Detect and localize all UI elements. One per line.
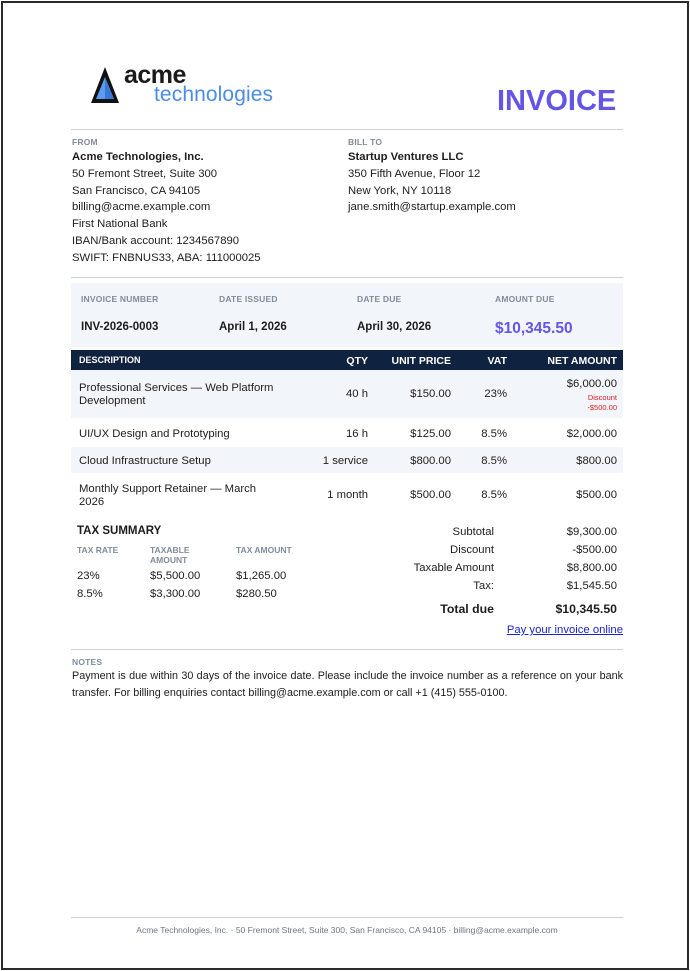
from-line: SWIFT: FNBNUS33, ABA: 111000025 [72, 251, 261, 264]
item-qty: 16 h [346, 428, 368, 440]
logo-wordmark-acme: acme [124, 61, 186, 89]
col-unit-price: UNIT PRICE [391, 355, 451, 367]
triangle-logo-icon [89, 65, 121, 105]
bill-to-email: jane.smith@startup.example.com [348, 201, 516, 214]
from-block [72, 149, 261, 267]
divider [71, 129, 623, 130]
from-email: billing@acme.example.com [72, 201, 211, 214]
item-unit-price: $150.00 [410, 388, 451, 400]
pay-online-link[interactable]: Pay your invoice online [506, 624, 623, 636]
divider [71, 649, 623, 650]
item-vat: 23% [484, 388, 507, 400]
discount-value: -$500.00 [572, 544, 617, 556]
item-qty: 40 h [346, 388, 368, 400]
item-description-line: Development [79, 395, 146, 407]
invoice-page [1, 1, 689, 970]
item-discount-value: -$500.00 [587, 403, 617, 412]
total-due-value: $10,345.50 [555, 602, 617, 616]
amount-due-label: AMOUNT DUE [495, 294, 555, 304]
invoice-meta-band [71, 283, 623, 347]
table-row [71, 447, 623, 473]
footer-text: Acme Technologies, Inc. · 50 Fremont Street, Suite 300, San Francisco, CA 94105 · billing@acme.example.com [136, 925, 558, 935]
bill-to-name: Startup Ventures LLC [348, 151, 464, 163]
subtotal-value: $9,300.00 [566, 526, 617, 538]
from-line: San Francisco, CA 94105 [72, 184, 201, 197]
table-row [71, 473, 623, 517]
tax-value: $1,545.50 [566, 580, 617, 592]
tax-amount-header: TAX AMOUNT [236, 545, 292, 555]
item-unit-price: $500.00 [410, 489, 451, 501]
bill-to-line: New York, NY 10118 [348, 184, 452, 197]
tax-rate-header: TAX RATE [77, 545, 119, 555]
taxable-amount-header [150, 545, 190, 565]
date-due: April 30, 2026 [357, 321, 432, 333]
col-description: DESCRIPTION [79, 355, 141, 365]
item-description-line: Monthly Support Retainer — March [79, 483, 257, 495]
from-label: FROM [72, 137, 98, 147]
table-row [71, 370, 623, 418]
bill-to-block [348, 149, 516, 216]
col-vat: VAT [487, 355, 507, 367]
footer-divider [71, 917, 623, 918]
taxable-amount: $3,300.00 [150, 588, 201, 600]
col-qty: QTY [346, 355, 368, 367]
date-issued-label: DATE ISSUED [219, 294, 278, 304]
tax-label: Tax: [473, 580, 494, 592]
line-items-header [71, 350, 623, 370]
divider [71, 277, 623, 278]
item-description: UI/UX Design and Prototyping [79, 428, 230, 440]
tax-amount: $1,265.00 [236, 570, 287, 582]
tax-amount: $280.50 [236, 588, 277, 600]
item-net-amount: $500.00 [576, 489, 617, 501]
item-net-amount: $800.00 [576, 455, 617, 467]
tax-summary-title: TAX SUMMARY [77, 525, 162, 537]
subtotal-label: Subtotal [452, 526, 494, 538]
item-description: Cloud Infrastructure Setup [79, 455, 211, 467]
item-description-line: Professional Services — Web Platform [79, 382, 274, 394]
taxable-amount-header-line: TAXABLE [150, 545, 190, 555]
document-title: INVOICE [497, 85, 617, 117]
item-description-line: 2026 [79, 496, 105, 508]
date-issued: April 1, 2026 [219, 321, 287, 333]
amount-due: $10,345.50 [495, 320, 573, 337]
item-unit-price: $800.00 [410, 455, 451, 467]
taxable-amount-label: Taxable Amount [413, 562, 494, 574]
from-line: IBAN/Bank account: 1234567890 [72, 234, 240, 247]
from-name: Acme Technologies, Inc. [72, 151, 204, 163]
item-net-amount: $6,000.00 [566, 378, 617, 390]
col-net-amount: NET AMOUNT [547, 355, 617, 367]
total-due-label: Total due [440, 602, 494, 616]
bill-to-label: BILL TO [348, 137, 383, 147]
from-line: First National Bank [72, 218, 168, 231]
date-due-label: DATE DUE [357, 294, 402, 304]
item-qty: 1 month [327, 489, 368, 501]
tax-rate: 23% [77, 570, 100, 582]
item-qty: 1 service [322, 455, 368, 467]
item-unit-price: $125.00 [410, 428, 451, 440]
taxable-amount-value: $8,800.00 [566, 562, 617, 574]
discount-label: Discount [450, 544, 494, 556]
taxable-amount-header-line: AMOUNT [150, 555, 188, 565]
table-row [71, 418, 623, 447]
item-description [79, 382, 273, 408]
notes-label: NOTES [72, 657, 103, 667]
invoice-number: INV-2026-0003 [81, 321, 159, 333]
item-vat: 8.5% [481, 455, 507, 467]
invoice-number-label: INVOICE NUMBER [81, 294, 159, 304]
from-line: 50 Fremont Street, Suite 300 [72, 167, 218, 180]
tax-rate: 8.5% [77, 588, 103, 600]
logo-wordmark-technologies: technologies [154, 83, 274, 106]
item-description [79, 483, 256, 509]
taxable-amount: $5,500.00 [150, 570, 201, 582]
bill-to-line: 350 Fifth Avenue, Floor 12 [348, 167, 481, 180]
item-vat: 8.5% [481, 489, 507, 501]
item-vat: 8.5% [481, 428, 507, 440]
notes-text: Payment is due within 30 days of the invoice date. Please include the invoice number as a reference on your bank transfer. For billing enquiries contact billing@acme.example.com or call +1 (415) 555-0100. [72, 670, 623, 700]
item-net-amount: $2,000.00 [566, 428, 617, 440]
item-discount-label: Discount [587, 393, 617, 402]
